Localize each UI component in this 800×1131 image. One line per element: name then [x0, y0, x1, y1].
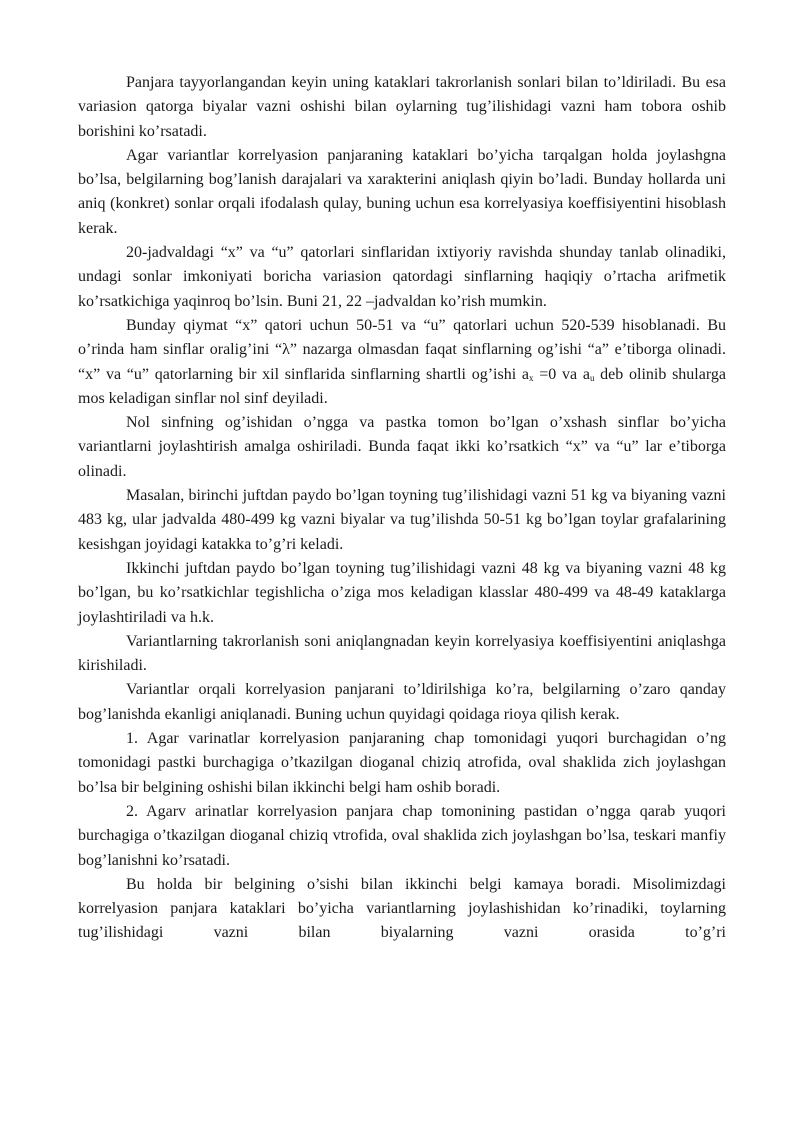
subscript-x: x: [529, 372, 534, 383]
paragraph-11: 2. Agarv arinatlar korrelyasion panjara chap tomonining pastidan o’ngga qarab yuqori burchagiga o’tkazilgan dioganal chiziq vtrofida, oval shaklida zich joylashgan bo’lsa, teskari manfiy bog’lanishni ko’rsatadi.: [78, 802, 726, 869]
paragraph-5: Nol sinfning og’ishidan o’ngga va pastka tomon bo’lgan o’xshash sinflar bo’yicha variantlarni joylashtirish amalga oshiriladi. Bunda faqat ikki ko’rsatkich “x” va “u” lar e’tiborga olinadi.: [78, 414, 726, 480]
paragraph-8: Variantlarning takrorlanish soni aniqlangnadan keyin korrelyasiya koeffisiyentini aniqlashga kirishiladi.: [78, 632, 726, 675]
paragraph-4: [78, 314, 726, 411]
paragraph-10: 1. Agar varinatlar korrelyasion panjaraning chap tomonidagi yuqori burchagidan o’ng tomonidagi pastki burchagiga o’tkazilgan dioganal chiziq atrofida, oval shaklida zich joylashgan bo’lsa bir belgining oshishi bilan ikkinchi belgi ham oshib boradi.: [78, 730, 726, 796]
paragraph-12: Bu holda bir belgining o’sishi bilan ikkinchi belgi kamaya boradi. Misolimizdagi korrelyasion panjara kataklari bo’yicha variantlarning joylashishidan ko’rinadiki, toylarning tug’ilishidagi vazni bilan biyalarning vazni orasida to’g’ri: [78, 875, 726, 942]
paragraph-1: Panjara tayyorlangandan keyin uning kataklari takrorlanish sonlari bilan to’ldiriladi. Bu esa variasion qatorga biyalar vazni oshishi bilan oylarning tug’ilishidagi vazni ham tobora oshib borishini ko’rsatadi.: [78, 74, 726, 140]
subscript-u: u: [589, 372, 595, 383]
paragraph-7: Ikkinchi juftdan paydo bo’lgan toyning tug’ilishidagi vazni 48 kg va biyaning vazni 48 kg bo’lgan, bu ko’rsatkichlar tegishlicha o’ziga mos keladigan klasslar 480-499 va 48-49 kataklarga joylashtiriladi va h.k.: [78, 559, 726, 626]
paragraph-4-text-c: deb olinib shularga mos keladigan sinflar nol sinf deyiladi.: [78, 365, 726, 407]
paragraph-2: Agar variantlar korrelyasion panjaraning kataklari bo’yicha tarqalgan holda joylashgna bo’lsa, belgilarning bog’lanish darajalari va xarakterini aniqlash qiyin bo’ladi. Bunday hollarda uni aniq (konkret) sonlar orqali ifodalash qulay, buning uchun esa korrelyasiya koeffisiyentini hisoblash kerak.: [78, 146, 726, 237]
paragraph-6: Masalan, birinchi juftdan paydo bo’lgan toyning tug’ilishidagi vazni 51 kg va biyaning vazni 483 kg, ular jadvalda 480-499 kg vazni biyalar va tug’ilishda 50-51 kg bo’lgan toylar grafalarining kesishgan joyidagi katakka to’g’ri keladi.: [78, 487, 726, 553]
paragraph-9: Variantlar orqali korrelyasion panjarani to’ldirilshiga ko’ra, belgilarning o’zaro qanday bog’lanishda ekanligi aniqlanadi. Buning uchun quyidagi qoidaga rioya qilish kerak.: [78, 681, 726, 723]
document-page: [78, 71, 726, 946]
paragraph-3: 20-jadvaldagi “x” va “u” qatorlari sinflaridan ixtiyoriy ravishda shunday tanlab olinadiki, undagi sonlar imkoniyati boricha variasion qatordagi sinflarning haqiqiy o’rtacha arifmetik ko’rsatkichiga yaqinroq bo’lsin. Buni 21, 22 –jadvaldan ko’rish mumkin.: [78, 244, 726, 310]
paragraph-4-text-b: =0 va a: [533, 365, 590, 383]
paragraph-4-text-a: Bunday qiymat “x” qatori uchun 50-51 va “u” qatorlari uchun 520-539 hisoblanadi. Bu o’rinda ham sinflar oralig’ini “λ” nazarga olmasdan faqat sinflarning og’ishi “a” e’tiborga olinadi. “x” va “u” qatorlarning bir xil sinflarida sinflarning shartli og’ishi a: [78, 316, 726, 383]
